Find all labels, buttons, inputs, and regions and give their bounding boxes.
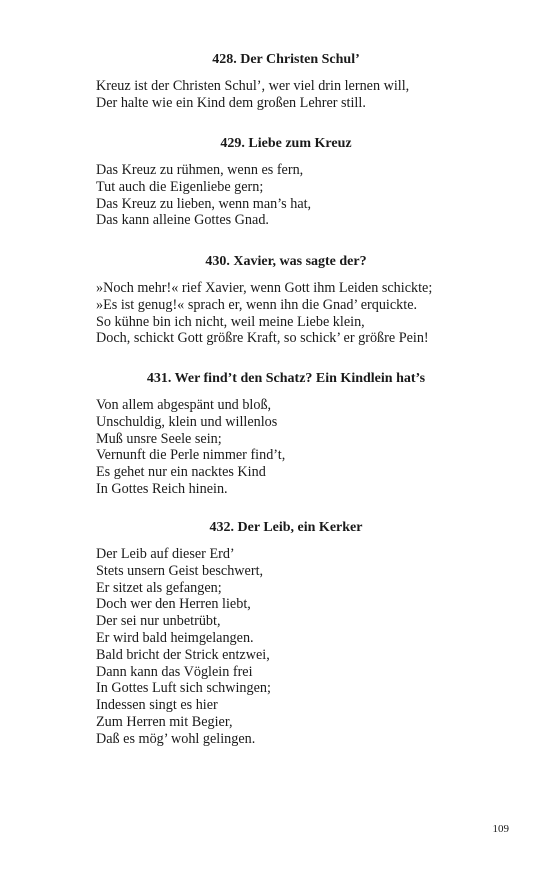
verse-line: Er sitzet als gefangen; (96, 579, 222, 596)
verse-line: Der sei nur unbetrübt, (96, 613, 221, 630)
poem-title: 431. Wer find’t den Schatz? Ein Kindlein hat’s (146, 371, 426, 386)
verse-line: Der Leib auf dieser Erd’ (96, 546, 235, 562)
poem-verse (96, 280, 476, 347)
verse-line: Doch, schickt Gott größre Kraft, so schick’ er größre Pein! (96, 330, 429, 347)
verse-line: Stets unsern Geist beschwert, (96, 562, 264, 579)
verse-line: Es gehet nur ein nacktes Kind (96, 464, 266, 481)
verse-line: Vernunft die Perle nimmer find’t, (96, 447, 286, 464)
verse-line: Muß unsre Seele sein; (96, 430, 222, 447)
page-number: 109 (492, 823, 509, 835)
poem-title: 432. Der Leib, ein Kerker (209, 520, 363, 535)
poem-verse (96, 397, 476, 498)
poem-title: 429. Liebe zum Kreuz (220, 136, 352, 151)
verse-line: In Gottes Reich hinein. (96, 480, 228, 497)
verse-line: Indessen singt es hier (96, 697, 218, 714)
verse-line: Der halte wie ein Kind dem großen Lehrer still. (96, 94, 366, 111)
verse-line: Das Kreuz zu lieben, wenn man’s hat, (96, 195, 312, 212)
verse-line: Bald bricht der Strick entzwei, (96, 646, 270, 663)
verse-line: So kühne bin ich nicht, weil meine Liebe klein, (96, 313, 365, 330)
verse-line: »Es ist genug!« sprach er, wenn ihn die Gnad’ erquickte. (96, 296, 418, 313)
verse-line: In Gottes Luft sich schwingen; (96, 680, 271, 697)
poem-428 (96, 51, 476, 112)
verse-line: Das kann alleine Gottes Gnad. (96, 212, 269, 229)
poem-430 (96, 253, 476, 347)
poem-verse (96, 546, 476, 748)
verse-line: Unschuldig, klein und willenlos (96, 413, 278, 430)
poem-432 (96, 519, 476, 748)
verse-line: Daß es mög’ wohl gelingen. (96, 730, 256, 747)
poem-431 (96, 370, 476, 498)
poem-verse (96, 78, 476, 112)
verse-line: Er wird bald heimgelangen. (96, 629, 254, 646)
verse-line: Kreuz ist der Christen Schul’, wer viel drin lernen will, (96, 78, 410, 94)
poem-title: 428. Der Christen Schul’ (212, 52, 360, 67)
verse-line: »Noch mehr!« rief Xavier, wenn Gott ihm Leiden schickte; (96, 280, 433, 296)
poem-429 (96, 135, 476, 229)
verse-line: Dann kann das Vöglein frei (96, 663, 253, 680)
verse-line: Das Kreuz zu rühmen, wenn es fern, (96, 162, 304, 178)
verse-line: Tut auch die Eigenliebe gern; (96, 178, 264, 195)
verse-line: Von allem abgespänt und bloß, (96, 397, 272, 413)
verse-line: Zum Herren mit Begier, (96, 713, 233, 730)
poem-title: 430. Xavier, was sagte der? (205, 254, 367, 269)
verse-line: Doch wer den Herren liebt, (96, 596, 251, 613)
poem-verse (96, 162, 476, 229)
